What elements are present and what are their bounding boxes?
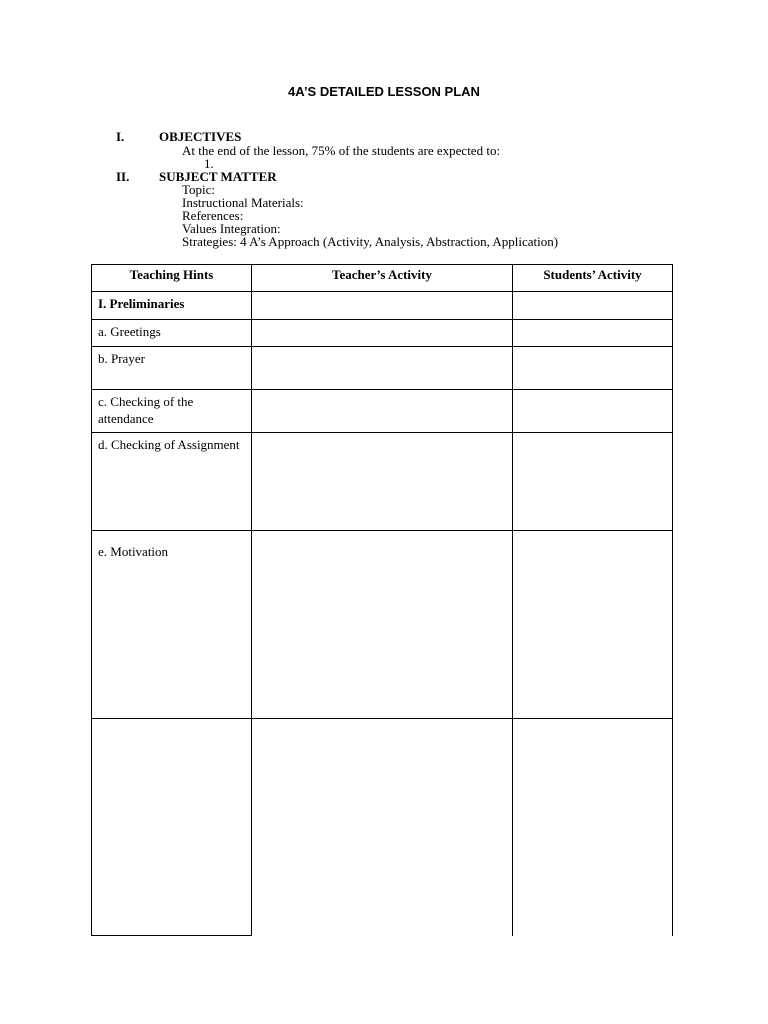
teacher-activity-cell <box>252 719 513 936</box>
document-title: 4A’S DETAILED LESSON PLAN <box>288 84 480 99</box>
materials-line: Instructional Materials: <box>182 195 304 210</box>
subject-matter-heading: SUBJECT MATTER <box>159 169 277 184</box>
row-hint-preliminaries: I. Preliminaries <box>92 292 252 320</box>
table-header-row <box>92 265 673 292</box>
topic-line: Topic: <box>182 182 216 197</box>
objectives-numeral: I. <box>116 129 125 144</box>
table-row <box>92 433 673 531</box>
teacher-activity-cell <box>252 292 513 320</box>
row-hint-motivation: e. Motivation <box>92 531 252 719</box>
objectives-intro: At the end of the lesson, 75% of the students are expected to: <box>182 143 501 158</box>
students-activity-cell <box>513 390 673 433</box>
subject-matter-numeral: II. <box>116 169 130 184</box>
students-activity-cell <box>513 347 673 390</box>
objective-item-number: 1. <box>204 156 214 171</box>
strategies-line: Strategies: 4 A’s Approach (Activity, Analysis, Abstraction, Application) <box>182 234 559 249</box>
objectives-heading: OBJECTIVES <box>159 129 242 144</box>
row-hint-greetings: a. Greetings <box>92 320 252 347</box>
teacher-activity-cell <box>252 433 513 531</box>
teacher-activity-cell <box>252 531 513 719</box>
references-line: References: <box>182 208 244 223</box>
header-teaching-hints: Teaching Hints <box>92 265 252 292</box>
row-hint-attendance: c. Checking of the attendance <box>92 390 252 433</box>
students-activity-cell <box>513 320 673 347</box>
table-row <box>92 347 673 390</box>
row-hint-assignment: d. Checking of Assignment <box>92 433 252 531</box>
row-hint-blank <box>92 719 252 936</box>
table-row <box>92 292 673 320</box>
teacher-activity-cell <box>252 320 513 347</box>
table-row <box>92 531 673 719</box>
header-teachers-activity: Teacher’s Activity <box>252 265 513 292</box>
values-line: Values Integration: <box>182 221 281 236</box>
table-row <box>92 390 673 433</box>
row-hint-prayer: b. Prayer <box>92 347 252 390</box>
students-activity-cell <box>513 292 673 320</box>
table-row <box>92 719 673 936</box>
teacher-activity-cell <box>252 347 513 390</box>
table-row <box>92 320 673 347</box>
students-activity-cell <box>513 531 673 719</box>
teacher-activity-cell <box>252 390 513 433</box>
lesson-plan-table <box>91 264 673 936</box>
header-students-activity: Students’ Activity <box>513 265 673 292</box>
students-activity-cell <box>513 719 673 936</box>
students-activity-cell <box>513 433 673 531</box>
